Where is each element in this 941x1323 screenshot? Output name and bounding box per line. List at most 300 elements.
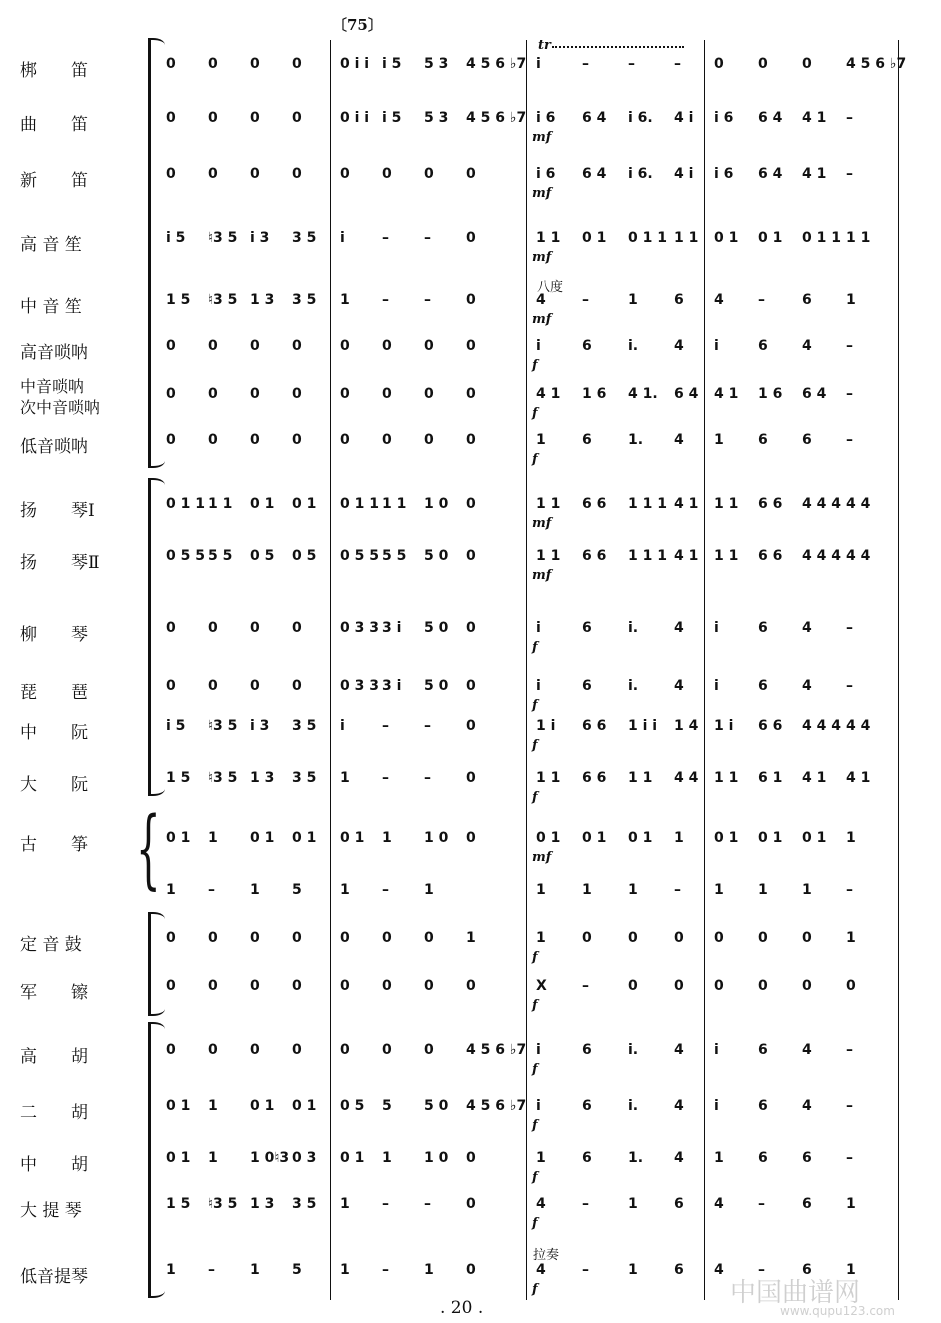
- note-cell: 4 1: [674, 548, 699, 564]
- note-cell: i: [536, 56, 541, 72]
- note-cell: 3 i: [382, 678, 402, 694]
- instrument-label: 低音唢呐: [20, 437, 88, 457]
- note-cell: 5 5: [208, 548, 233, 564]
- dynamic-mark: f: [532, 698, 538, 713]
- note-cell: 6: [582, 620, 592, 636]
- note-cell: 4 i: [674, 166, 694, 182]
- note-cell: –: [208, 1262, 215, 1278]
- note-cell: 1 0: [424, 496, 449, 512]
- note-cell: 1: [846, 830, 856, 846]
- note-cell: 6: [582, 432, 592, 448]
- note-cell: –: [846, 620, 853, 636]
- note-cell: 1 1: [714, 548, 739, 564]
- note-cell: 6 4: [758, 110, 783, 126]
- note-cell: –: [758, 1196, 765, 1212]
- note-cell: 1: [714, 882, 724, 898]
- note-cell: 0: [292, 432, 302, 448]
- note-cell: 0: [466, 386, 476, 402]
- note-cell: 1: [536, 1150, 546, 1166]
- note-cell: 6 4: [802, 386, 827, 402]
- note-cell: 6 4: [582, 110, 607, 126]
- note-cell: 0: [166, 620, 176, 636]
- note-cell: i.: [628, 620, 639, 636]
- note-cell: 0: [340, 930, 350, 946]
- note-cell: 1: [846, 292, 856, 308]
- note-cell: 6: [582, 1150, 592, 1166]
- note-cell: 0: [466, 830, 476, 846]
- note-cell: 0: [714, 978, 724, 994]
- instrument-label: 高 音 笙: [20, 235, 82, 255]
- note-cell: 1 i i: [628, 718, 658, 734]
- note-cell: 0: [166, 930, 176, 946]
- note-cell: 1 3: [250, 770, 275, 786]
- instrument-label: 大 提 琴: [20, 1201, 82, 1221]
- note-cell: 5 3: [424, 56, 449, 72]
- note-cell: –: [424, 230, 431, 246]
- note-cell: 1 1 1: [628, 548, 667, 564]
- note-cell: 0 1: [250, 1098, 275, 1114]
- note-cell: 1 1: [208, 496, 233, 512]
- note-cell: –: [846, 110, 853, 126]
- note-cell: 0: [758, 978, 768, 994]
- watermark-url: www.qupu123.com: [780, 1304, 895, 1318]
- note-cell: 0: [758, 930, 768, 946]
- note-cell: 6: [758, 338, 768, 354]
- note-cell: 0 1 1: [166, 496, 205, 512]
- note-cell: 1 1: [536, 496, 561, 512]
- note-cell: 4: [714, 292, 724, 308]
- note-cell: 0 1: [714, 230, 739, 246]
- note-cell: i: [536, 620, 541, 636]
- note-cell: 0: [382, 432, 392, 448]
- note-cell: –: [382, 230, 389, 246]
- note-cell: 4: [674, 432, 684, 448]
- note-cell: 0: [466, 1150, 476, 1166]
- note-cell: i 3: [250, 230, 270, 246]
- note-cell: 0: [166, 1042, 176, 1058]
- note-cell: –: [846, 1150, 853, 1166]
- note-cell: 0: [466, 620, 476, 636]
- note-cell: 0: [166, 978, 176, 994]
- note-cell: 0: [166, 110, 176, 126]
- note-cell: 0: [466, 432, 476, 448]
- note-cell: 1: [208, 1150, 218, 1166]
- note-cell: 5 3: [424, 110, 449, 126]
- note-cell: 6: [802, 1262, 812, 1278]
- note-cell: 0: [292, 338, 302, 354]
- note-cell: 0: [250, 978, 260, 994]
- note-cell: 0: [292, 678, 302, 694]
- note-cell: 1: [250, 1262, 260, 1278]
- note-cell: 1 1: [714, 496, 739, 512]
- note-cell: 6: [674, 1196, 684, 1212]
- note-cell: 0 1: [340, 830, 365, 846]
- note-cell: 6 4: [674, 386, 699, 402]
- note-cell: –: [382, 1196, 389, 1212]
- note-cell: 0 i i: [340, 110, 370, 126]
- arco-note: 拉奏: [533, 1248, 560, 1263]
- note-cell: 4 1: [674, 496, 699, 512]
- note-cell: 0 1 1: [340, 496, 379, 512]
- note-cell: 1: [628, 1262, 638, 1278]
- note-cell: 0: [166, 386, 176, 402]
- note-cell: 1: [846, 1196, 856, 1212]
- note-cell: 0: [466, 718, 476, 734]
- note-cell: 0: [292, 56, 302, 72]
- note-cell: 1: [340, 770, 350, 786]
- note-cell: 0: [802, 930, 812, 946]
- note-cell: i 6.: [628, 166, 653, 182]
- note-cell: 5 0: [424, 678, 449, 694]
- note-cell: 0: [250, 338, 260, 354]
- note-cell: 4: [802, 1098, 812, 1114]
- dynamic-mark: f: [532, 406, 538, 421]
- note-cell: 1 5: [166, 770, 191, 786]
- note-cell: 1 1: [846, 230, 871, 246]
- note-cell: 0: [340, 432, 350, 448]
- dynamic-mark: f: [532, 1282, 538, 1297]
- note-cell: 0: [466, 1196, 476, 1212]
- note-cell: 4: [674, 1150, 684, 1166]
- note-cell: –: [424, 292, 431, 308]
- note-cell: 0: [466, 496, 476, 512]
- instrument-label: 新 笛: [20, 171, 88, 191]
- note-cell: ♮3 5: [208, 718, 238, 734]
- note-cell: 0: [340, 166, 350, 182]
- note-cell: 1.: [628, 432, 644, 448]
- note-cell: 0 5: [250, 548, 275, 564]
- note-cell: 4: [802, 1042, 812, 1058]
- note-cell: 4 5 6 ♭7: [466, 1042, 527, 1058]
- note-cell: 0: [424, 338, 434, 354]
- dynamic-mark: mf: [532, 186, 552, 201]
- note-cell: 0: [250, 110, 260, 126]
- note-cell: 0 5 5: [340, 548, 379, 564]
- note-cell: –: [382, 1262, 389, 1278]
- note-cell: 0: [166, 166, 176, 182]
- note-cell: 0 1: [758, 230, 783, 246]
- instrument-label: 扬 琴Ⅱ: [20, 553, 100, 573]
- note-cell: 1: [382, 830, 392, 846]
- guzheng-brace: {: [136, 799, 161, 899]
- note-cell: 4: [674, 338, 684, 354]
- note-cell: 0 1: [582, 230, 607, 246]
- note-cell: –: [582, 1262, 589, 1278]
- dynamic-mark: mf: [532, 130, 552, 145]
- note-cell: 1: [628, 882, 638, 898]
- note-cell: 4 4: [846, 496, 871, 512]
- note-cell: 6: [758, 678, 768, 694]
- note-cell: 1: [628, 292, 638, 308]
- note-cell: 0: [208, 338, 218, 354]
- note-cell: i: [536, 678, 541, 694]
- note-cell: 1: [340, 1262, 350, 1278]
- note-cell: i 6: [536, 110, 556, 126]
- octave-note: 八度: [537, 280, 564, 295]
- note-cell: 0: [250, 386, 260, 402]
- note-cell: 4 i: [674, 110, 694, 126]
- note-cell: 1: [466, 930, 476, 946]
- note-cell: –: [582, 1196, 589, 1212]
- instrument-label: 梆 笛: [20, 61, 88, 81]
- note-cell: 1: [424, 882, 434, 898]
- note-cell: 1: [424, 1262, 434, 1278]
- watermark-brand: 中国曲谱网: [730, 1278, 861, 1308]
- note-cell: 0: [292, 1042, 302, 1058]
- note-cell: ♮3 5: [208, 770, 238, 786]
- note-cell: 0 1: [292, 1098, 317, 1114]
- note-cell: 0 1: [166, 1150, 191, 1166]
- page-number: . 20 .: [440, 1298, 484, 1318]
- note-cell: 0: [466, 978, 476, 994]
- note-cell: 0: [208, 432, 218, 448]
- trill-mark: tr: [538, 38, 551, 53]
- note-cell: –: [674, 882, 681, 898]
- note-cell: 1: [714, 1150, 724, 1166]
- note-cell: 1 3: [250, 292, 275, 308]
- note-cell: 0 3 3: [340, 620, 379, 636]
- note-cell: 5 5: [382, 548, 407, 564]
- note-cell: 1 6: [582, 386, 607, 402]
- note-cell: 0: [250, 1042, 260, 1058]
- barline-3: [704, 40, 705, 1300]
- dynamic-mark: f: [532, 358, 538, 373]
- note-cell: 4 4: [846, 548, 871, 564]
- note-cell: 1 1 1: [628, 496, 667, 512]
- note-cell: 4 1: [846, 770, 871, 786]
- note-cell: 6: [802, 1150, 812, 1166]
- dynamic-mark: mf: [532, 516, 552, 531]
- note-cell: 0: [208, 1042, 218, 1058]
- note-cell: i.: [628, 1098, 639, 1114]
- instrument-label: 琵 琶: [20, 683, 88, 703]
- note-cell: 5 0: [424, 548, 449, 564]
- note-cell: –: [424, 1196, 431, 1212]
- note-cell: 0: [382, 930, 392, 946]
- note-cell: i 5: [166, 230, 186, 246]
- note-cell: 0: [166, 338, 176, 354]
- note-cell: –: [846, 1098, 853, 1114]
- note-cell: 1 5: [166, 1196, 191, 1212]
- note-cell: 1: [166, 882, 176, 898]
- note-cell: 0 3: [292, 1150, 317, 1166]
- note-cell: 4 5 6 ♭7: [846, 56, 907, 72]
- note-cell: 1 3: [250, 1196, 275, 1212]
- note-cell: 6 4: [758, 166, 783, 182]
- note-cell: 4: [714, 1262, 724, 1278]
- instrument-label: [20, 376, 140, 418]
- note-cell: 4 1: [714, 386, 739, 402]
- note-cell: 4 5 6 ♭7: [466, 110, 527, 126]
- note-cell: 1: [802, 882, 812, 898]
- note-cell: i: [536, 1042, 541, 1058]
- note-cell: 4 4 4: [802, 548, 841, 564]
- note-cell: 0 1: [166, 830, 191, 846]
- note-cell: 6 6: [582, 770, 607, 786]
- note-cell: 4 4: [846, 718, 871, 734]
- instrument-label: 中 音 笙: [20, 297, 82, 317]
- note-cell: 0: [424, 166, 434, 182]
- note-cell: 4 4 4: [802, 718, 841, 734]
- instrument-label: 中 阮: [20, 723, 88, 743]
- instrument-label: 曲 笛: [20, 115, 88, 135]
- note-cell: 6: [758, 432, 768, 448]
- note-cell: 0 5: [292, 548, 317, 564]
- note-cell: 5: [292, 1262, 302, 1278]
- note-cell: 0 1: [166, 1098, 191, 1114]
- dynamic-mark: f: [532, 790, 538, 805]
- note-cell: i: [714, 1042, 719, 1058]
- note-cell: 6: [758, 1150, 768, 1166]
- note-cell: –: [382, 882, 389, 898]
- note-cell: 0: [340, 386, 350, 402]
- note-cell: 1: [340, 292, 350, 308]
- instrument-label: 中 胡: [20, 1155, 88, 1175]
- note-cell: 6: [582, 1098, 592, 1114]
- note-cell: –: [424, 770, 431, 786]
- percussion-bracket: [148, 918, 151, 1010]
- note-cell: 0 5 5: [166, 548, 205, 564]
- trill-line: [552, 46, 684, 48]
- note-cell: –: [582, 56, 589, 72]
- note-cell: 4 1: [802, 110, 827, 126]
- barline-4: [898, 40, 899, 1300]
- note-cell: –: [674, 56, 681, 72]
- note-cell: 1 1: [536, 770, 561, 786]
- note-cell: –: [846, 338, 853, 354]
- note-cell: 0: [292, 978, 302, 994]
- note-cell: 0: [208, 166, 218, 182]
- note-cell: 5 0: [424, 620, 449, 636]
- note-cell: –: [846, 882, 853, 898]
- note-cell: 0: [250, 678, 260, 694]
- note-cell: 4 5 6 ♭7: [466, 1098, 527, 1114]
- instrument-label: 高音唢呐: [20, 343, 88, 363]
- note-cell: ♮3 5: [208, 230, 238, 246]
- note-cell: 1 1: [714, 770, 739, 786]
- strings-bracket: [148, 1028, 151, 1292]
- note-cell: i 6: [714, 110, 734, 126]
- note-cell: 0: [714, 930, 724, 946]
- note-cell: 0: [292, 930, 302, 946]
- note-cell: 6 6: [758, 718, 783, 734]
- note-cell: –: [208, 882, 215, 898]
- note-cell: 0: [466, 338, 476, 354]
- note-cell: ♮3 5: [208, 1196, 238, 1212]
- instrument-label-line: 中音唢呐: [20, 377, 85, 396]
- note-cell: 0: [382, 978, 392, 994]
- note-cell: 3 5: [292, 292, 317, 308]
- dynamic-mark: f: [532, 1216, 538, 1231]
- note-cell: 0: [208, 386, 218, 402]
- note-cell: 1 1: [674, 230, 699, 246]
- note-cell: 4: [536, 1262, 546, 1278]
- note-cell: 4: [674, 620, 684, 636]
- note-cell: i: [714, 338, 719, 354]
- note-cell: 4 4: [674, 770, 699, 786]
- note-cell: 0: [674, 930, 684, 946]
- note-cell: i: [340, 718, 345, 734]
- note-cell: 0 3 3: [340, 678, 379, 694]
- note-cell: i 6: [536, 166, 556, 182]
- dynamic-mark: f: [532, 950, 538, 965]
- note-cell: 5: [382, 1098, 392, 1114]
- note-cell: 4 5 6 ♭7: [466, 56, 527, 72]
- note-cell: 1: [536, 930, 546, 946]
- instrument-label: 古 筝: [20, 835, 88, 855]
- note-cell: 0: [802, 56, 812, 72]
- note-cell: 0: [466, 166, 476, 182]
- note-cell: 1: [582, 882, 592, 898]
- note-cell: 4: [536, 1196, 546, 1212]
- note-cell: 4: [802, 620, 812, 636]
- note-cell: 0 1: [292, 830, 317, 846]
- note-cell: 3 5: [292, 718, 317, 734]
- note-cell: 0: [628, 930, 638, 946]
- note-cell: 1 0: [424, 1150, 449, 1166]
- instrument-label: 二 胡: [20, 1103, 88, 1123]
- note-cell: 0 1: [536, 830, 561, 846]
- note-cell: 6: [758, 1042, 768, 1058]
- note-cell: 0: [466, 548, 476, 564]
- note-cell: 0: [166, 56, 176, 72]
- note-cell: 0: [466, 1262, 476, 1278]
- note-cell: 1: [714, 432, 724, 448]
- note-cell: 0: [802, 978, 812, 994]
- note-cell: 0: [674, 978, 684, 994]
- dynamic-mark: mf: [532, 568, 552, 583]
- instrument-label: 扬 琴Ⅰ: [20, 501, 95, 521]
- note-cell: 1: [628, 1196, 638, 1212]
- note-cell: 0: [208, 678, 218, 694]
- note-cell: 6 1: [758, 770, 783, 786]
- note-cell: 0: [208, 978, 218, 994]
- note-cell: i 6: [714, 166, 734, 182]
- instrument-label: 柳 琴: [20, 625, 88, 645]
- note-cell: i.: [628, 678, 639, 694]
- note-cell: X: [536, 978, 547, 994]
- note-cell: 6 6: [582, 496, 607, 512]
- note-cell: 6: [802, 1196, 812, 1212]
- note-cell: 1: [674, 830, 684, 846]
- note-cell: 0: [628, 978, 638, 994]
- note-cell: 4: [802, 338, 812, 354]
- note-cell: –: [628, 56, 635, 72]
- note-cell: ♮3 5: [208, 292, 238, 308]
- note-cell: 0: [466, 770, 476, 786]
- note-cell: 0: [466, 230, 476, 246]
- note-cell: i 5: [382, 110, 402, 126]
- note-cell: –: [846, 386, 853, 402]
- note-cell: 0 1: [250, 496, 275, 512]
- dynamic-mark: f: [532, 1170, 538, 1185]
- note-cell: 0: [466, 292, 476, 308]
- note-cell: 1 4: [674, 718, 699, 734]
- note-cell: 1: [846, 1262, 856, 1278]
- note-cell: 4: [714, 1196, 724, 1212]
- note-cell: 4: [674, 1098, 684, 1114]
- note-cell: 4 1.: [628, 386, 658, 402]
- note-cell: 4 4 4: [802, 496, 841, 512]
- note-cell: 6: [674, 1262, 684, 1278]
- note-cell: –: [382, 770, 389, 786]
- note-cell: –: [582, 292, 589, 308]
- note-cell: 0: [292, 110, 302, 126]
- note-cell: 6: [802, 292, 812, 308]
- note-cell: i 5: [166, 718, 186, 734]
- note-cell: –: [424, 718, 431, 734]
- note-cell: 0: [758, 56, 768, 72]
